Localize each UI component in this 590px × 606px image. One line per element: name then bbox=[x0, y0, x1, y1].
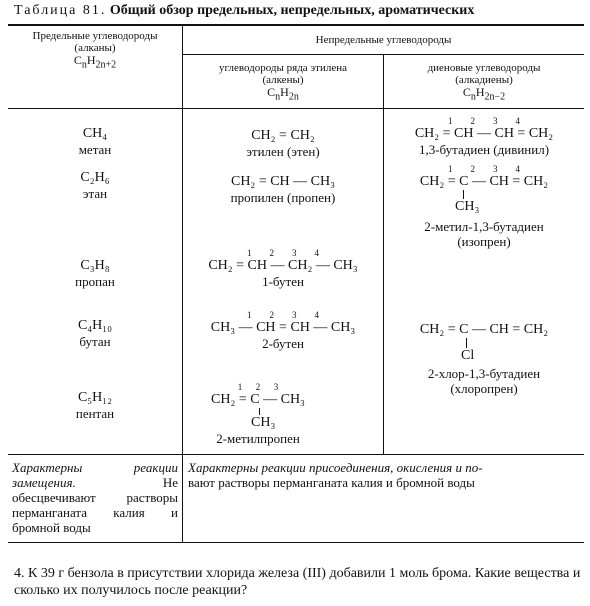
alkane-name: пропан bbox=[75, 274, 115, 289]
carbon-numbering: 1 2 3 4 bbox=[448, 164, 520, 174]
diene-name: 1,3-бутадиен (дивинил) bbox=[418, 142, 550, 157]
branch-group: CH₃ bbox=[455, 199, 480, 214]
header-bottom-border bbox=[8, 108, 584, 109]
alkane-formula: CH₄ bbox=[82, 126, 108, 141]
carbon-numbering: 1 2 3 4 bbox=[247, 310, 319, 320]
saturated-properties-italic: Характерны реакции замещения. bbox=[12, 460, 178, 490]
header-unsaturated: Непредельные углеводороды bbox=[315, 34, 452, 46]
alkene-ethylene bbox=[183, 128, 383, 159]
carbon-numbering: 1 2 3 4 bbox=[448, 116, 520, 126]
header-alkanes-line2: (алканы) bbox=[74, 42, 116, 54]
table-top-border bbox=[8, 24, 584, 26]
carbon-numbering: 1 2 3 bbox=[237, 382, 279, 392]
header-alkenes-line1: углеводороды ряда этилена bbox=[219, 62, 347, 74]
table-title bbox=[14, 3, 586, 19]
branch-bond bbox=[259, 408, 260, 415]
header-alkanes-formula: $C_nH_{2n+2}$ bbox=[73, 53, 117, 71]
alkene-1-butene bbox=[183, 248, 383, 289]
saturated-properties-plain: Не обесцвечивают растворы перманганата калия и бромной воды bbox=[12, 475, 178, 535]
alkene-propylene bbox=[183, 174, 383, 205]
table-caption: Общий обзор предельных, непредельных, ароматических bbox=[109, 3, 475, 18]
alkene-name: 1-бутен bbox=[262, 274, 304, 289]
header-alkenes-line2: (алкены) bbox=[262, 74, 304, 86]
alkene-name: 2-метилпропен bbox=[216, 431, 300, 446]
saturated-properties bbox=[12, 460, 178, 535]
alkane-name: бутан bbox=[79, 334, 111, 349]
alkene-formula: CH₂ = C — CH₃ bbox=[211, 392, 305, 407]
header-dienes bbox=[384, 62, 584, 103]
alkene-formula: CH₂ = CH — CH₂ — CH₃ bbox=[208, 258, 358, 273]
alkane-name: этан bbox=[82, 186, 108, 201]
diene-alt-name: (хлоропрен) bbox=[450, 381, 518, 396]
problem-text: 4. К 39 г бензола в присутствии хлорида железа (III) добавили 1 моль брома. Какие вещества и сколько их получилось после реакции? bbox=[14, 566, 581, 598]
alkene-formula: CH₂ = CH — CH₃ bbox=[230, 174, 335, 189]
diene-chloroprene bbox=[384, 322, 584, 396]
diene-formula: CH₂ = CH — CH = CH₂ bbox=[414, 126, 554, 141]
carbon-numbering: 1 2 3 4 bbox=[247, 248, 319, 258]
footer-top-border bbox=[8, 454, 584, 455]
unsaturated-properties-italic: Характерны реакции присоединения, окисления и по- bbox=[188, 460, 483, 475]
alkene-formula: CH₃ — CH = CH — CH₃ bbox=[210, 320, 356, 335]
alkene-2-butene bbox=[183, 310, 383, 351]
alkene-name: этилен (этен) bbox=[246, 144, 320, 159]
table-bottom-border bbox=[8, 542, 584, 543]
alkane-name: пентан bbox=[75, 406, 115, 421]
header-dienes-formula: $C_nH_{2n-2}$ bbox=[462, 85, 506, 103]
alkane-name: метан bbox=[78, 142, 112, 157]
alkane-formula: C₃H₈ bbox=[80, 258, 110, 273]
alkene-2-methylpropene bbox=[183, 382, 383, 446]
diene-isoprene bbox=[384, 164, 584, 249]
header-alkenes-formula: $C_nH_{2n}$ bbox=[267, 85, 299, 103]
diene-formula: CH₂ = C — CH = CH₂ bbox=[419, 174, 549, 189]
header-alkanes bbox=[8, 30, 182, 71]
branch-bond bbox=[466, 338, 467, 348]
branch-group: CH₃ bbox=[251, 415, 276, 430]
diene-formula: CH₂ = C — CH = CH₂ bbox=[419, 322, 549, 337]
unsaturated-properties bbox=[188, 460, 580, 490]
branch-group: Cl bbox=[461, 348, 475, 363]
header-alkanes-line1: Предельные углеводороды bbox=[32, 30, 158, 42]
diene-name: 2-хлор-1,3-бутадиен bbox=[427, 366, 541, 381]
header-dienes-line1: диеновые углеводороды bbox=[427, 62, 541, 74]
header-alkenes bbox=[183, 62, 383, 103]
alkane-pentane bbox=[8, 390, 182, 421]
alkene-formula: CH₂ = CH₂ bbox=[251, 128, 315, 143]
branch-bond bbox=[463, 190, 464, 199]
header-dienes-line2: (алкадиены) bbox=[455, 74, 513, 86]
alkane-butane bbox=[8, 318, 182, 349]
alkane-formula: C₅H₁₂ bbox=[77, 390, 113, 405]
alkane-formula: C₂H₆ bbox=[80, 170, 110, 185]
diene-alt-name: (изопрен) bbox=[457, 234, 511, 249]
diene-name: 2-метил-1,3-бутадиен bbox=[424, 219, 544, 234]
alkene-name: 2-бутен bbox=[262, 336, 304, 351]
alkane-methane bbox=[8, 126, 182, 157]
alkane-propane bbox=[8, 258, 182, 289]
alkane-formula: C₄H₁₀ bbox=[77, 318, 113, 333]
alkene-name: пропилен (пропен) bbox=[230, 190, 336, 205]
alkane-ethane bbox=[8, 170, 182, 201]
unsaturated-properties-plain: вают растворы перманганата калия и бромной воды bbox=[188, 475, 475, 490]
diene-divinyl bbox=[384, 116, 584, 157]
table-number: Таблица 81. bbox=[14, 3, 107, 18]
